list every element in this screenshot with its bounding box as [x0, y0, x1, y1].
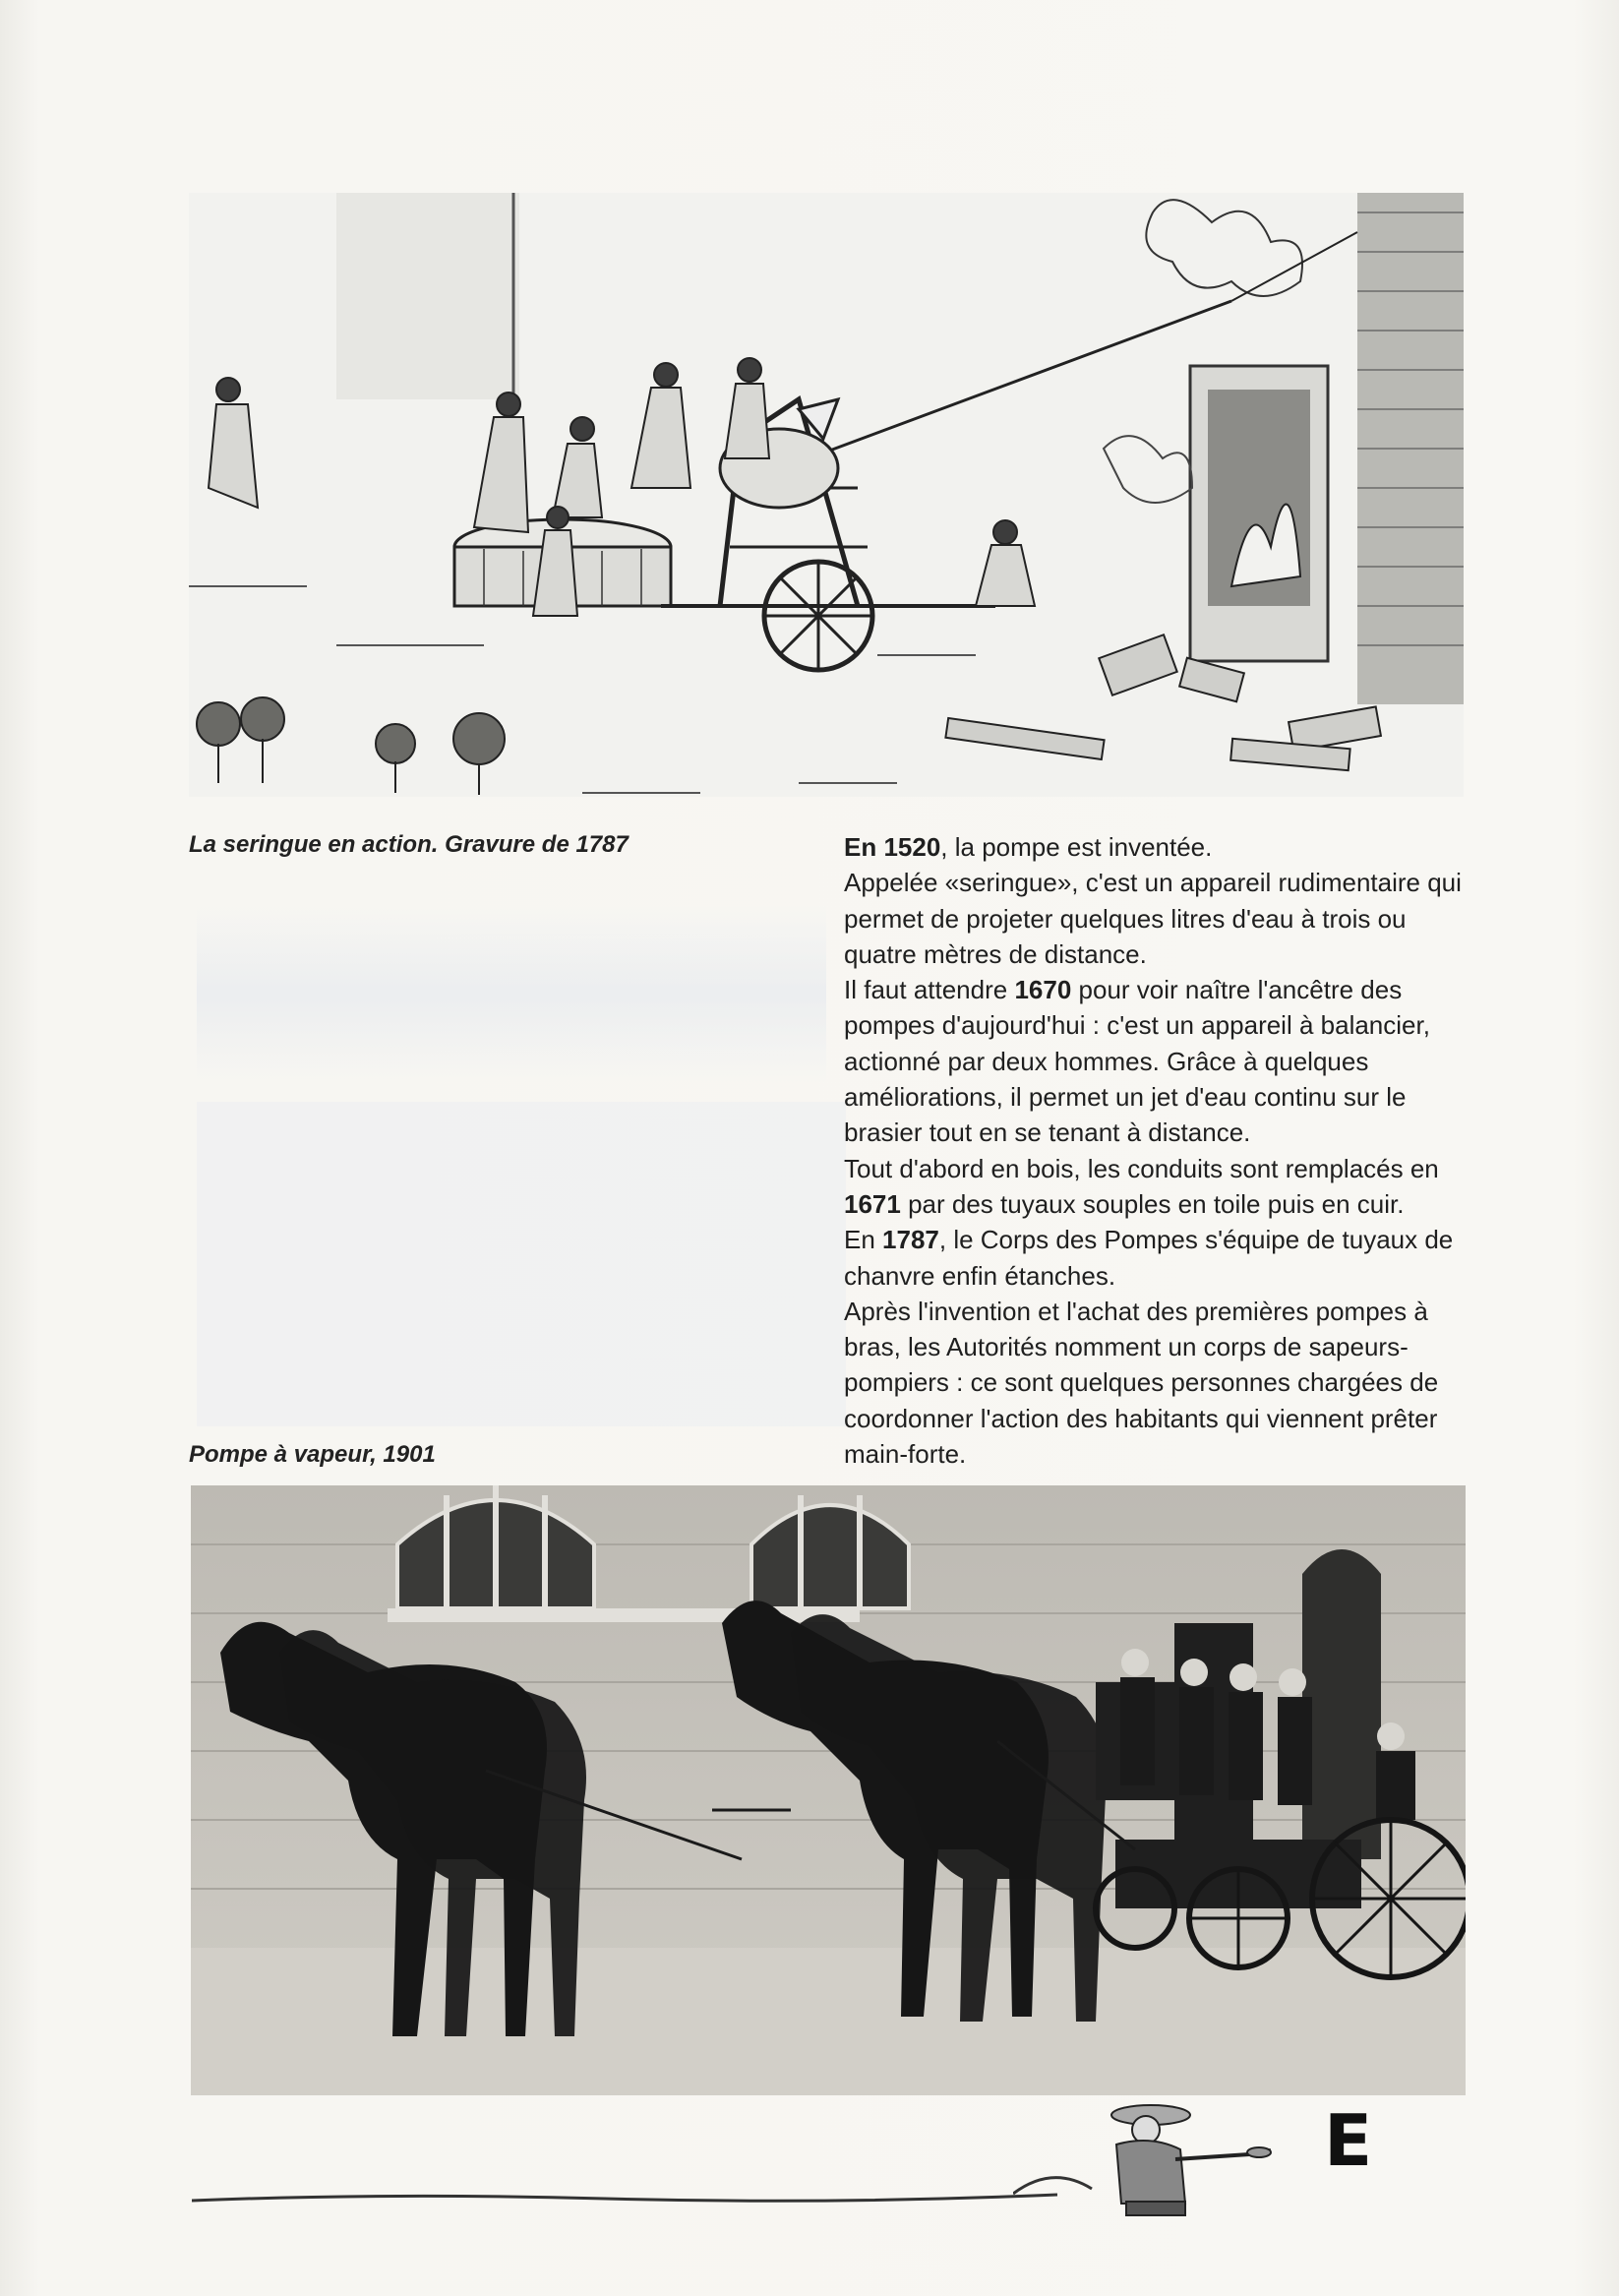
paragraph-1787	[844, 1222, 1466, 1294]
paragraph-text: pour voir naître l'ancêtre des pompes d'aujourd'hui : c'est un appareil à balancier, actionné par deux hommes. Grâce à quelques améliorations, il permet un jet d'eau continu sur le brasier tout en se tenant à distance.	[844, 975, 1430, 1148]
paragraph-text: , la pompe est inventée.	[940, 832, 1213, 862]
paragraph-sapeurs-pompiers: Après l'invention et l'achat des premières pompes à bras, les Autorités nomment un corps de sapeurs-pompiers : ce sont quelques personnes chargées de coordonner l'action des habitants qui viennent prêter main-forte.	[844, 1296, 1439, 1470]
scan-bleed-through	[197, 1102, 846, 1426]
paragraph-1671	[844, 1151, 1466, 1223]
steam-pump-photo	[191, 1485, 1466, 2095]
paragraph-seringue: Appelée «seringue», c'est un appareil rudimentaire qui permet de projeter quelques litres d'eau à trois ou quatre mètres de distance.	[844, 868, 1462, 969]
year-1787: 1787	[882, 1225, 939, 1255]
hose-decoration	[192, 2189, 1057, 2213]
scan-bleed-through	[197, 905, 826, 1082]
firefighter-with-hose-icon	[1013, 2095, 1279, 2223]
year-1671: 1671	[844, 1188, 901, 1219]
paragraph-1670	[844, 972, 1466, 1150]
section-letter: E	[1324, 2099, 1373, 2182]
paragraph-1520	[844, 829, 1466, 865]
paragraph-text: En	[844, 1225, 883, 1255]
engraving-caption: La seringue en action. Gravure de 1787	[189, 831, 629, 858]
paragraph-text: , le Corps des Pompes s'équipe de tuyaux de chanvre enfin étanches.	[844, 1225, 1454, 1291]
year-1520: En 1520	[844, 832, 941, 862]
engraving-illustration	[189, 193, 1464, 797]
paragraph-text: par des tuyaux souples en toile puis en cuir.	[900, 1188, 1405, 1219]
year-1670: 1670	[1014, 975, 1072, 1005]
article-text	[844, 829, 1466, 1472]
paragraph-text: Tout d'abord en bois, les conduits sont remplacés en	[844, 1153, 1439, 1183]
paragraph-text: Il faut attendre	[844, 975, 1015, 1005]
steam-pump-caption: Pompe à vapeur, 1901	[189, 1441, 436, 1468]
